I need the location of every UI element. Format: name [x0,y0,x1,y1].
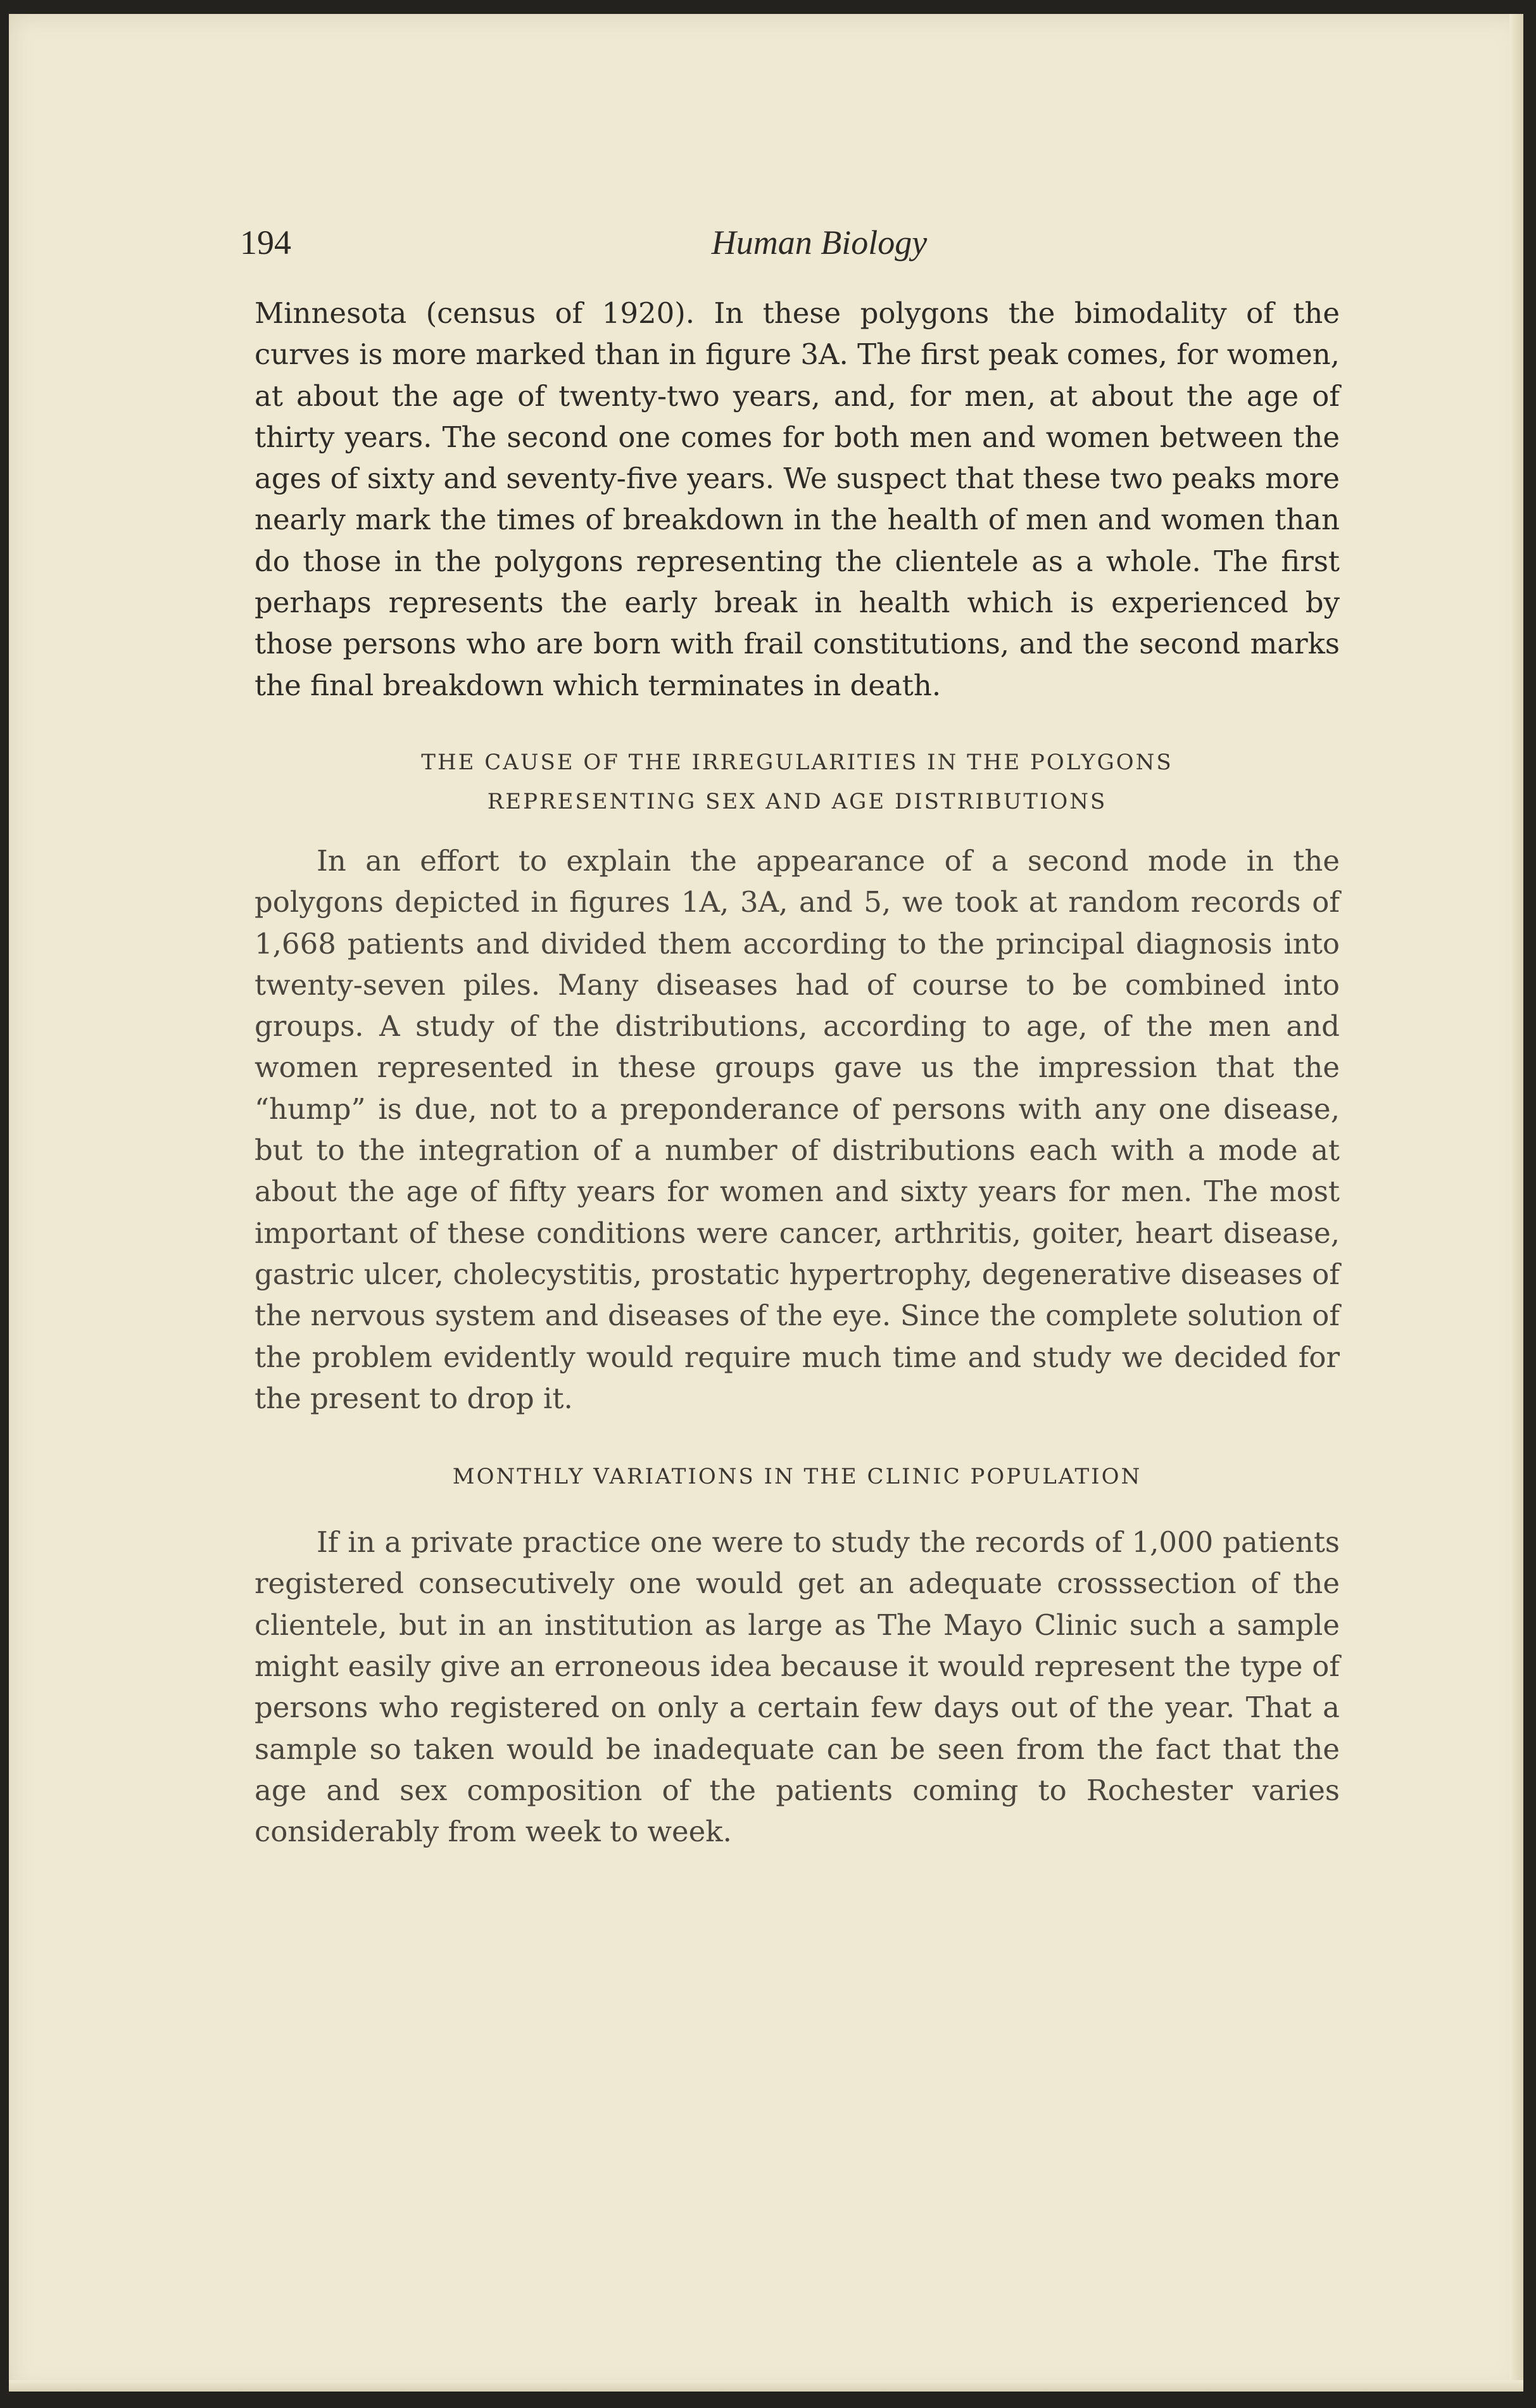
paragraph-continued: Minnesota (census of 1920). In these polygons the bimodality of the curves is more marked than in figure 3A. The first peak comes, for women, at about the age of twenty-two years, and, for men, at about the age of thirty years. The second one comes for both men and women between the ages of sixty and seventy-five years. We suspect that these two peaks more nearly mark the times of breakdown in the health of men and women than do those in the polygons representing the clientele as a whole. The first perhaps represents the early break in health which is experienced by those persons who are born with frail constitutions, and the second marks the final breakdown which terminates in death. [255,296,1340,702]
running-head: Human Biology [711,224,928,262]
page-edge-right [1509,14,1523,2392]
page-header [240,217,1342,274]
book-page [9,14,1523,2392]
section-heading-line: REPRESENTING SEX AND AGE DISTRIBUTIONS [487,788,1107,814]
page-number: 194 [240,224,291,262]
paragraph-second-mode: In an effort to explain the appearance of a second mode in the polygons depicted in figures 1A, 3A, and 5, we took at random records of 1,668 patients and divided them according to the principal diagnosis into twenty-seven piles. Many diseases had of course to be combined into groups. A study of the distributions, according to age, of the men and women represented in these groups gave us the impression that the “hump” is due, not to a preponderance of persons with any one disease, but to the integration of a number of distributions each with a mode at about the age of fifty years for women and sixty years for men. The most important of these conditions were cancer, arthritis, goiter, heart disease, gastric ulcer, cholecystitis, prostatic hypertrophy, degenerative diseases of the nervous system and diseases of the eye. Since the complete solution of the problem evidently would require much time and study we decided for the present to drop it. [255,843,1340,1415]
paragraph-private-practice: If in a private practice one were to study the records of 1,000 patients registered consecutively one would get an adequate crosssection of the clientele, but in an institution as large as The Mayo Clinic such a sample might easily give an erroneous idea because it would represent the type of persons who registered on only a certain few days out of the year. That a sample so taken would be inadequate can be seen from the fact that the age and sex composition of the patients coming to Rochester varies considerably from week to week. [255,1525,1340,1849]
section-heading-cause-of-irregularities [255,743,1340,821]
section-heading-monthly-variations: MONTHLY VARIATIONS IN THE CLINIC POPULATION [452,1464,1142,1490]
section-heading-line: THE CAUSE OF THE IRREGULARITIES IN THE POLYGONS [421,749,1173,775]
page-body [255,293,1340,1853]
page-edge-bottom [9,2380,1523,2392]
